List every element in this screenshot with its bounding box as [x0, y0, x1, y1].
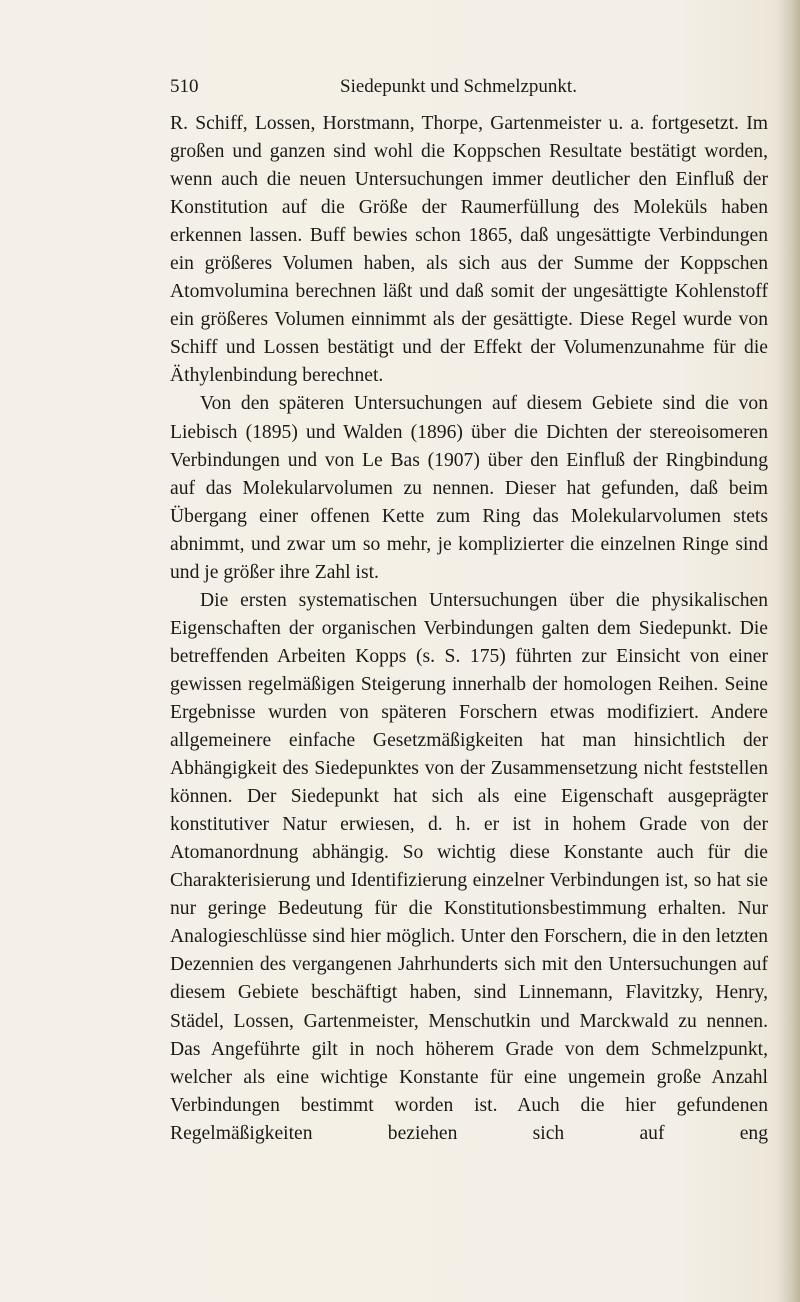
page-header — [170, 76, 770, 104]
page-number: 510 — [170, 76, 199, 97]
paragraph: Von den späteren Untersuchungen auf diesem Gebiete sind die von Liebisch (1895) und Walden (1896) über die Dichten der stereoisomeren Verbindungen und von Le Bas (1907) über den Einfluß der Ringbindung auf das Molekularvolumen zu nennen. Dieser hat gefunden, daß beim Übergang einer offenen Kette zum Ring das Molekularvolumen stets abnimmt, und zwar um so mehr, je komplizierter die einzelnen Ringe sind und je größer ihre Zahl ist. — [170, 393, 768, 583]
running-head: Siedepunkt und Schmelzpunkt. — [340, 76, 577, 97]
paragraph: Die ersten systematischen Untersuchungen über die physikalischen Eigenschaften der organischen Verbindungen galten dem Siedepunkt. Die betreffenden Arbeiten Kopps (s. S. 175) führten zur Einsicht von einer gewissen regelmäßigen Steigerung innerhalb der homologen Reihen. Seine Ergebnisse wurden von späteren Forschern etwas modifiziert. Andere allgemeinere einfache Gesetzmäßigkeiten hat man hinsichtlich der Abhängigkeit des Siedepunktes von der Zusammensetzung nicht feststellen können. Der Siedepunkt hat sich als eine Eigenschaft ausgeprägter konstitutiver Natur erwiesen, d. h. er ist in hohem Grade von der Atomanordnung abhängig. So wichtig diese Konstante auch für die Charakterisierung und Identifizierung einzelner Verbindungen ist, so hat sie nur geringe Bedeutung für die Konstitutionsbestimmung erhalten. Nur Analogieschlüsse sind hier möglich. Unter den Forschern, die in den letzten Dezennien des vergangenen Jahrhunderts sich mit den Untersuchungen auf diesem Gebiete beschäftigt haben, sind Linnemann, Flavitzky, Henry, Städel, Lossen, Gartenmeister, Menschutkin und Marckwald zu nennen. Das Angeführte gilt in noch höherem Grade von dem Schmelzpunkt, welcher als eine wichtige Konstante für eine ungemein große Anzahl Verbindungen bestimmt worden ist. Auch die hier gefundenen Regelmäßigkeiten beziehen sich auf eng — [170, 589, 768, 1144]
paragraph: R. Schiff, Lossen, Horstmann, Thorpe, Gartenmeister u. a. fortgesetzt. Im großen und ganzen sind wohl die Koppschen Resultate bestätigt worden, wenn auch die neuen Untersuchungen immer deutlicher den Einfluß der Konstitution auf die Größe der Raumerfüllung des Moleküls haben erkennen lassen. Buff bewies schon 1865, daß ungesättigte Verbindungen ein größeres Volumen haben, als sich aus der Summe der Koppschen Atomvolumina berechnen läßt und daß somit der ungesättigte Kohlenstoff ein größeres Volumen einnimmt als der gesättigte. Diese Regel wurde von Schiff und Lossen bestätigt und der Effekt der Volumenzunahme für die Äthylenbindung berechnet. — [170, 113, 768, 387]
body-text — [170, 110, 768, 1148]
page-edge-shadow — [778, 0, 800, 1302]
